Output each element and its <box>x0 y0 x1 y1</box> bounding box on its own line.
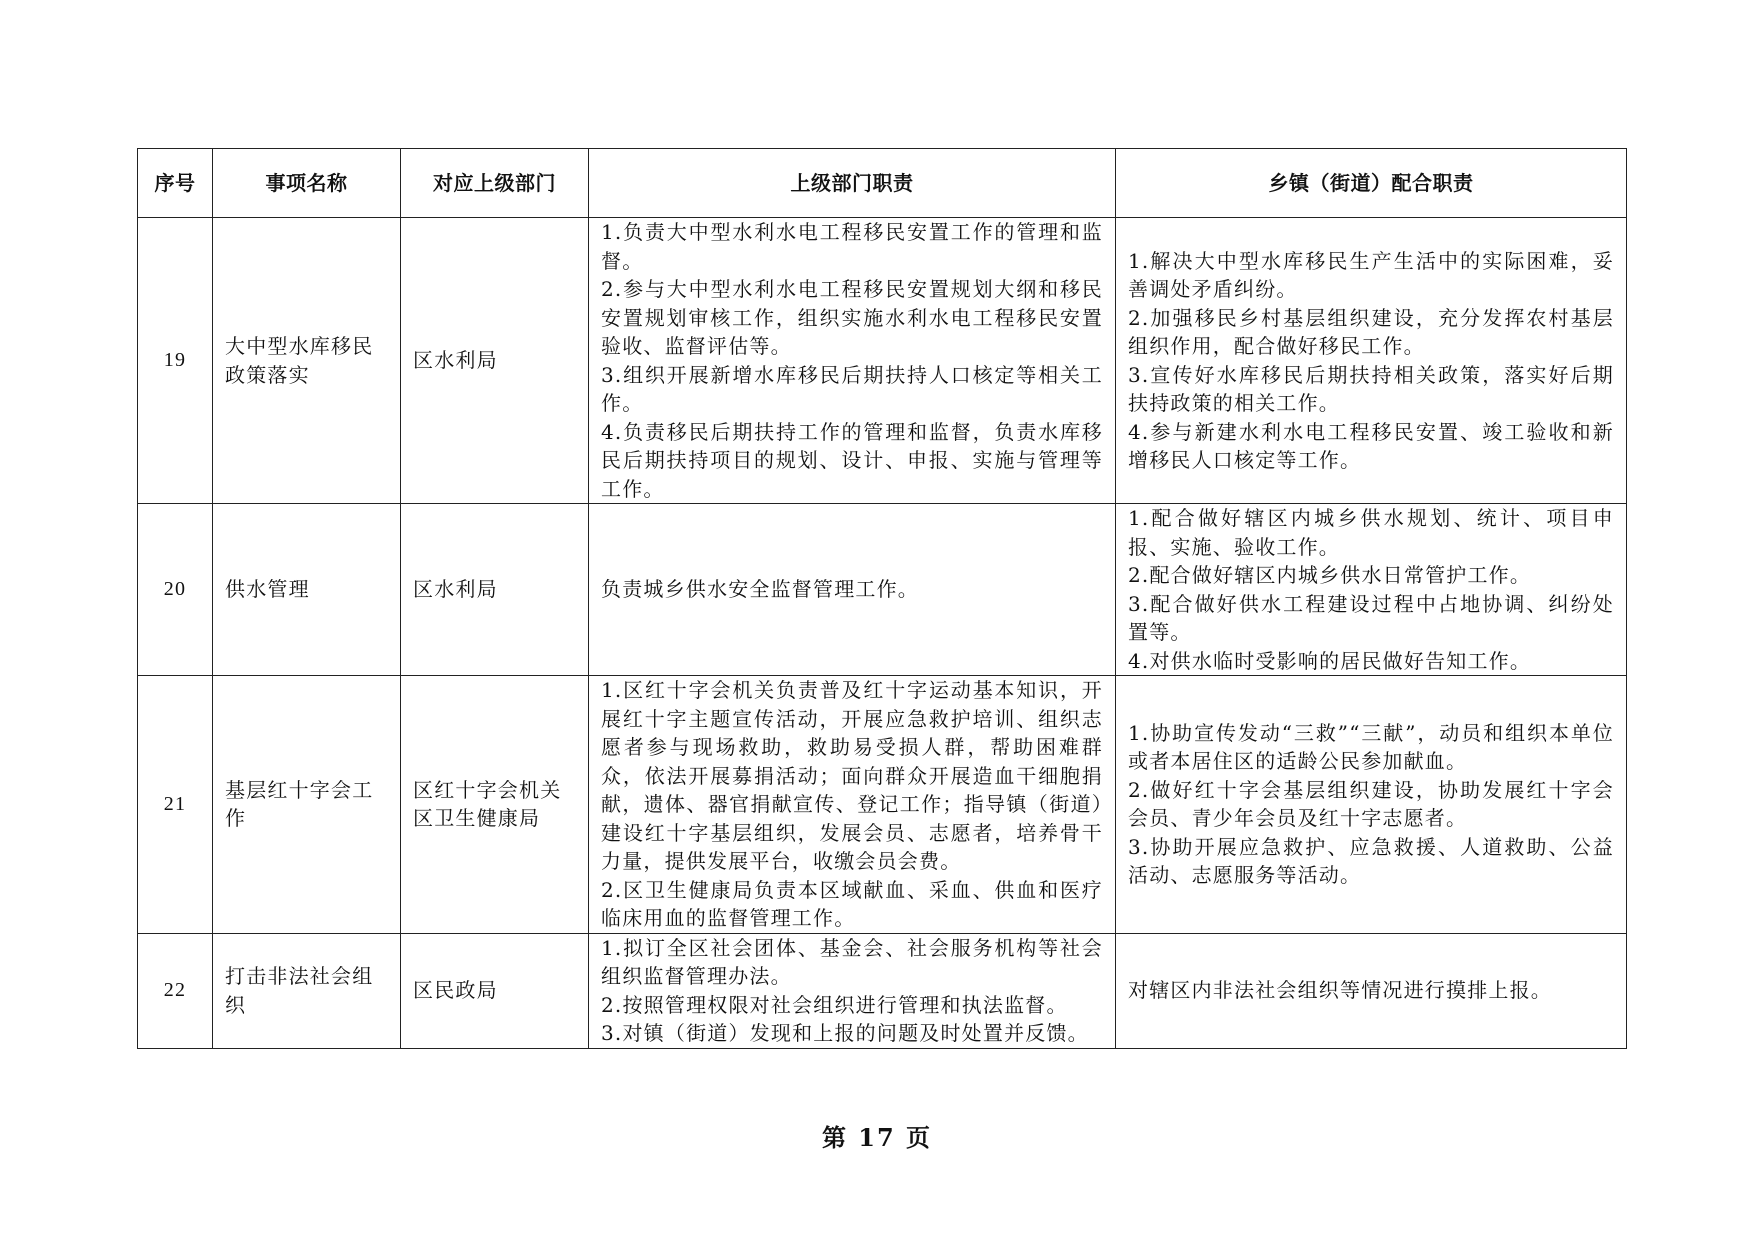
row-department <box>401 676 589 934</box>
duty-item: 2.区卫生健康局负责本区域献血、采血、供血和医疗临床用血的监督管理工作。 <box>601 877 1103 930</box>
row-township-duties <box>1116 218 1627 504</box>
table-row <box>138 504 1627 676</box>
department-line: 区民政局 <box>413 978 498 1003</box>
header-superior-department: 对应上级部门 <box>401 149 589 218</box>
duty-item: 2.做好红十字会基层组织建设，协助发展红十字会会员、青少年会员及红十字志愿者。 <box>1128 777 1614 831</box>
duty-item: 3.配合做好供水工程建设过程中占地协调、纠纷处置等。 <box>1128 591 1614 644</box>
duty-item: 2.参与大中型水利水电工程移民安置规划大纲和移民安置规划审核工作，组织实施水利水电工程移民安置验收、监督评估等。 <box>601 277 1103 358</box>
duty-item: 负责城乡供水安全监督管理工作。 <box>601 577 919 602</box>
duty-item: 4.参与新建水利水电工程移民安置、竣工验收和新增移民人口核定等工作。 <box>1128 419 1614 472</box>
header-township-duties: 乡镇（街道）配合职责 <box>1116 149 1627 218</box>
row-superior-duties <box>589 218 1116 504</box>
table-row <box>138 218 1627 504</box>
duty-item: 对辖区内非法社会组织等情况进行摸排上报。 <box>1128 978 1552 1003</box>
department-line: 区红十字会机关 <box>413 777 562 802</box>
duty-item: 3.协助开展应急救护、应急救援、人道救助、公益活动、志愿服务等活动。 <box>1128 834 1614 888</box>
row-item-name: 供水管理 <box>213 504 401 676</box>
duty-item: 4.对供水临时受影响的居民做好告知工作。 <box>1128 648 1532 673</box>
duty-item: 1.配合做好辖区内城乡供水规划、统计、项目申报、实施、验收工作。 <box>1128 506 1614 559</box>
duty-item: 4.负责移民后期扶持工作的管理和监督，负责水库移民后期扶持项目的规划、设计、申报、实施与管理等工作。 <box>601 419 1103 501</box>
duty-item: 2.加强移民乡村基层组织建设，充分发挥农村基层组织作用，配合做好移民工作。 <box>1128 305 1614 358</box>
duty-item: 1.协助宣传发动“三救”“三献”，动员和组织本单位或者本居住区的适龄公民参加献血。 <box>1128 720 1614 774</box>
row-superior-duties <box>589 676 1116 934</box>
duty-item: 1.区红十字会机关负责普及红十字运动基本知识，开展红十字主题宣传活动，开展应急救护培训、组织志愿者参与现场救助，救助易受损人群，帮助困难群众，依法开展募捐活动；面向群众开展造血干细胞捐献，遗体、器官捐献宣传、登记工作；指导镇（街道）建设红十字基层组织，发展会员、志愿者，培养骨干力量，提供发展平台，收缴会员会费。 <box>601 678 1103 873</box>
row-serial-no: 22 <box>138 933 213 1048</box>
department-line: 区水利局 <box>413 348 498 373</box>
row-superior-duties <box>589 504 1116 676</box>
table-row <box>138 676 1627 934</box>
row-department <box>401 218 589 504</box>
row-superior-duties <box>589 933 1116 1048</box>
row-department <box>401 933 589 1048</box>
page-number: 第 17 页 <box>821 1123 933 1152</box>
department-line: 区卫生健康局 <box>413 806 541 831</box>
row-department <box>401 504 589 676</box>
row-township-duties <box>1116 504 1627 676</box>
row-township-duties <box>1116 933 1627 1048</box>
duty-item: 1.解决大中型水库移民生产生活中的实际困难，妥善调处矛盾纠纷。 <box>1128 248 1614 301</box>
row-item-name: 打击非法社会组织 <box>213 933 401 1048</box>
row-item-name: 大中型水库移民政策落实 <box>213 218 401 504</box>
duty-item: 3.组织开展新增水库移民后期扶持人口核定等相关工作。 <box>601 362 1103 415</box>
row-township-duties <box>1116 676 1627 934</box>
header-item-name: 事项名称 <box>213 149 401 218</box>
responsibility-table <box>137 148 1627 1049</box>
duty-item: 3.宣传好水库移民后期扶持相关政策，落实好后期扶持政策的相关工作。 <box>1128 362 1614 415</box>
duty-item: 2.配合做好辖区内城乡供水日常管护工作。 <box>1128 563 1532 587</box>
row-item-name: 基层红十字会工作 <box>213 676 401 934</box>
duty-item: 3.对镇（街道）发现和上报的问题及时处置并反馈。 <box>601 1021 1089 1045</box>
department-line: 区水利局 <box>413 577 498 602</box>
row-serial-no: 20 <box>138 504 213 676</box>
row-serial-no: 19 <box>138 218 213 504</box>
header-superior-duties: 上级部门职责 <box>589 149 1116 218</box>
table-row <box>138 933 1627 1048</box>
duty-item: 1.拟订全区社会团体、基金会、社会服务机构等社会组织监督管理办法。 <box>601 935 1103 988</box>
duty-item: 1.负责大中型水利水电工程移民安置工作的管理和监督。 <box>601 220 1103 273</box>
duty-item: 2.按照管理权限对社会组织进行管理和执法监督。 <box>601 992 1068 1017</box>
row-serial-no: 21 <box>138 676 213 934</box>
table-header-row <box>138 149 1627 218</box>
header-serial-no: 序号 <box>138 149 213 218</box>
